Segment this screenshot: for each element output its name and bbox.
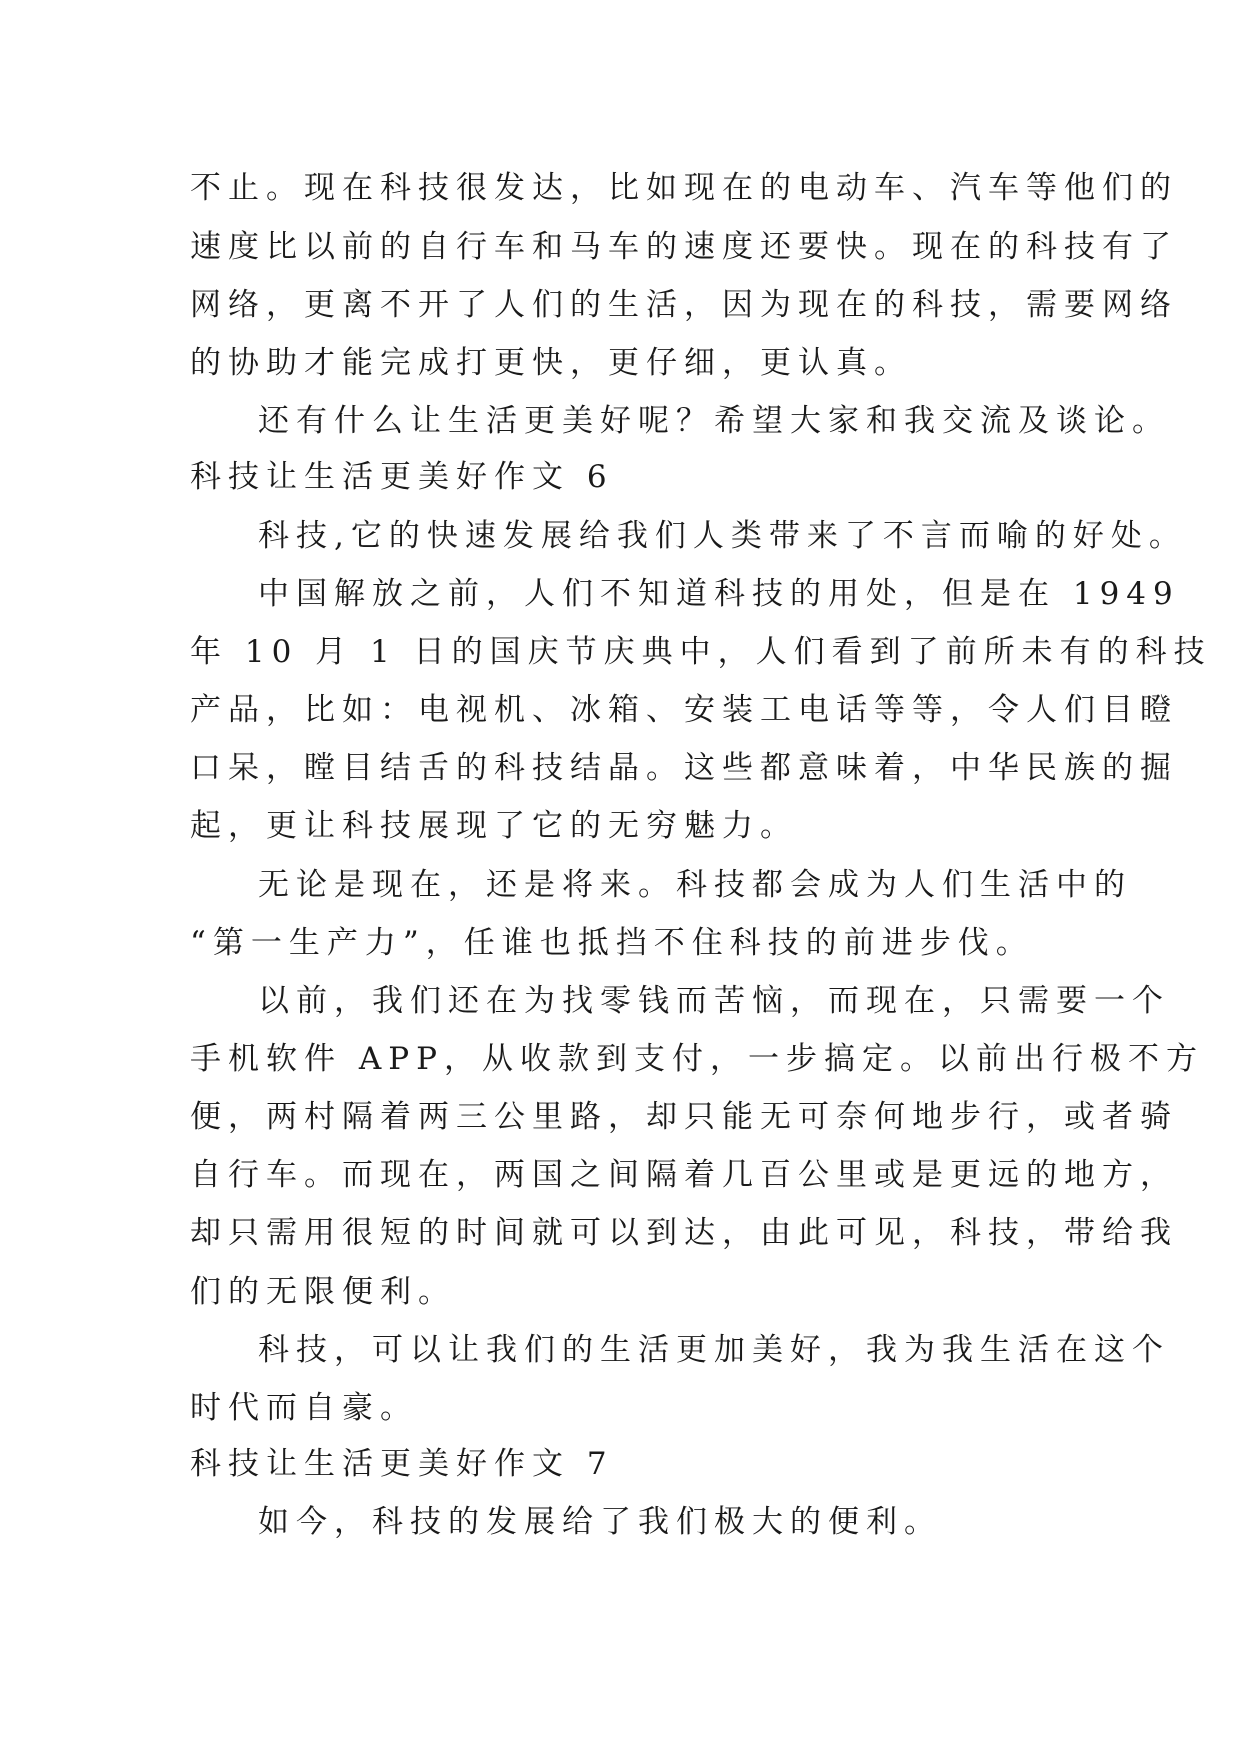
body-text-line: 网络，更离不开了人们的生活，因为现在的科技，需要网络 <box>190 287 1178 323</box>
body-text-line: 的协助才能完成打更快，更仔细，更认真。 <box>190 345 912 381</box>
body-text-line: 自行车。而现在，两国之间隔着几百公里或是更远的地方， <box>190 1157 1178 1193</box>
body-text-line: 却只需用很短的时间就可以到达，由此可见，科技，带给我 <box>190 1215 1178 1251</box>
paragraph-first-line: 还有什么让生活更美好呢？希望大家和我交流及谈论。 <box>258 403 1170 439</box>
body-text-line: “第一生产力”，任谁也抵挡不住科技的前进步伐。 <box>190 925 1034 961</box>
paragraph-first-line: 中国解放之前，人们不知道科技的用处，但是在 1949 <box>258 576 1180 612</box>
body-text-line: 口呆，瞠目结舌的科技结晶。这些都意味着，中华民族的掘 <box>190 750 1178 786</box>
body-text-line: 不止。现在科技很发达，比如现在的电动车、汽车等他们的 <box>190 170 1178 206</box>
body-text-line: 起，更让科技展现了它的无穷魅力。 <box>190 808 798 844</box>
body-text-line: 年 10 月 1 日的国庆节庆典中，人们看到了前所未有的科技 <box>190 634 1212 670</box>
body-text-line: 便，两村隔着两三公里路，却只能无可奈何地步行，或者骑 <box>190 1099 1178 1135</box>
body-text-line: 们的无限便利。 <box>190 1274 456 1310</box>
section-heading: 科技让生活更美好作文 6 <box>190 459 614 495</box>
section-heading: 科技让生活更美好作文 7 <box>190 1446 614 1482</box>
paragraph-first-line: 以前，我们还在为找零钱而苦恼，而现在，只需要一个 <box>258 983 1170 1019</box>
paragraph-first-line: 科技,它的快速发展给我们人类带来了不言而喻的好处。 <box>258 518 1187 554</box>
body-text-line: 速度比以前的自行车和马车的速度还要快。现在的科技有了 <box>190 229 1178 265</box>
body-text-line: 手机软件 APP，从收款到支付，一步搞定。以前出行极不方 <box>190 1041 1204 1077</box>
paragraph-first-line: 科技，可以让我们的生活更加美好，我为我生活在这个 <box>258 1332 1170 1368</box>
paragraph-first-line: 如今，科技的发展给了我们极大的便利。 <box>258 1504 942 1540</box>
body-text-line: 时代而自豪。 <box>190 1390 418 1426</box>
paragraph-first-line: 无论是现在，还是将来。科技都会成为人们生活中的 <box>258 867 1132 903</box>
body-text-line: 产品，比如：电视机、冰箱、安装工电话等等，令人们目瞪 <box>190 692 1178 728</box>
